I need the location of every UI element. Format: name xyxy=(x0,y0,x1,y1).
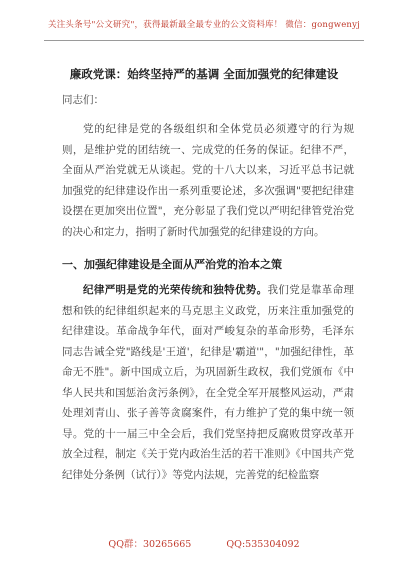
paragraph-body xyxy=(62,280,354,530)
footer-qq-group: QQ群：30265665 xyxy=(108,539,192,550)
footer-qq: QQ:535304092 xyxy=(226,539,300,550)
section-heading-1: 一、加强纪律建设是全面从严治党的治本之策 xyxy=(62,258,282,271)
salutation: 同志们： xyxy=(62,94,104,106)
header-divider xyxy=(44,40,364,41)
document-title: 廉政党课：始终坚持严的基调 全面加强党的纪律建设 xyxy=(69,67,339,81)
paragraph-body-text: 我们党是靠革命理想和铁的纪律组织起来的马克思主义政党，历来注重加强党的纪律建设。革命战争年代，面对严峻复杂的革命形势，毛泽东同志告诫全党"路线是'王道'，纪律是'霸道'"，"加强纪律性，革命无不胜"。新中国成立后，为巩固新生政权，我们党颁布《中华人民共和国惩治贪污条例》，在全党全军开展整风运动，严肃处理刘青山、张子善等贪腐案件，有力维护了党的集中统一领导。党的十一届三中全会后，我们党坚持把反腐败贯穿改革开放全过程，制定《关于党内政治生活的若干准则》《中国共产党纪律处分条例（试行）》等党内法规，完善党的纪检监察 xyxy=(62,284,354,481)
paragraph-lead-sentence: 纪律严明是党的光荣传统和独特优势。 xyxy=(83,284,268,296)
footer-contact xyxy=(0,536,408,550)
paragraph-intro: 党的纪律是党的各级组织和全体党员必须遵守的行为规则，是维护党的团结统一、完成党的任务的保证。纪律不严，全面从严治党就无从谈起。党的十八大以来，习近平总书记就加强党的纪律建设作出一系列重要论述，多次强调"要把纪律建设摆在更加突出位置"，充分彰显了我们党以严明纪律管党治党的决心和定力，指明了新时代加强党的纪律建设的方向。 xyxy=(62,123,354,238)
header-promo-text: 关注头条号"公文研究"，获得最新最全最专业的公文资料库！ 微信：gongwenyj xyxy=(48,20,360,30)
